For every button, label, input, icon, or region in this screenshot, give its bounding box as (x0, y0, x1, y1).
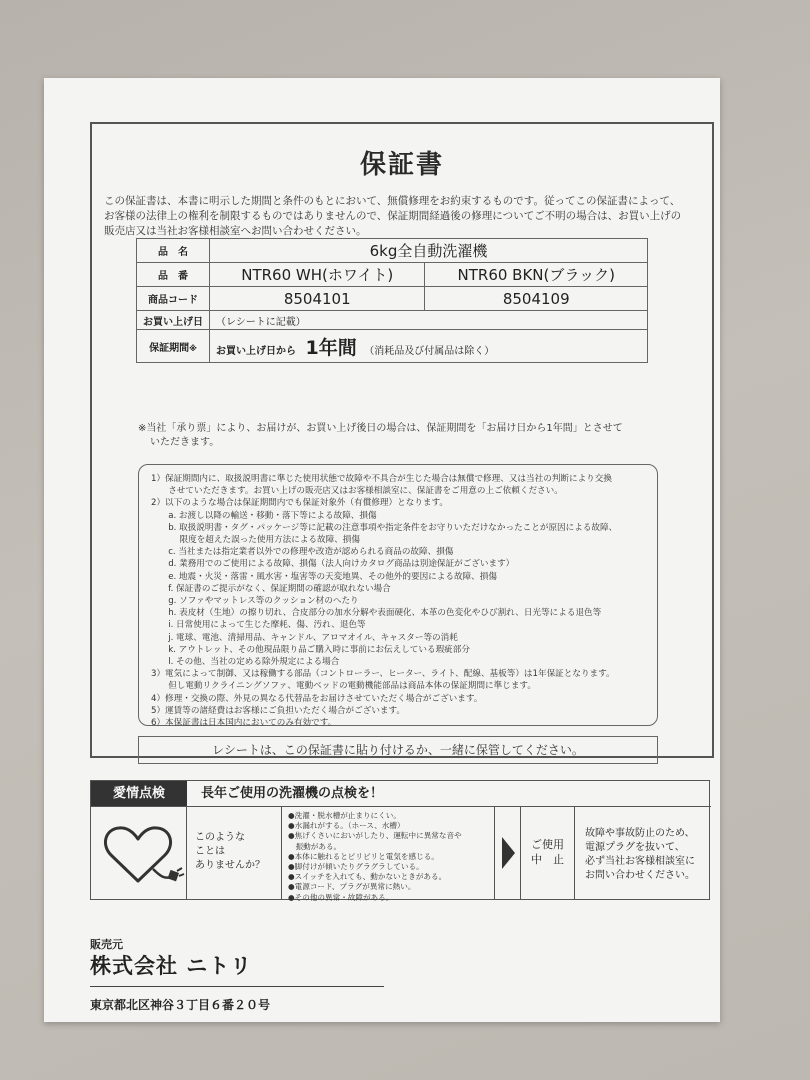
terms-line: 1）保証期間内に、取扱説明書に準じた使用状態で故障や不具合が生じた場合は無償で修理、又は当社の判断により交換 (151, 474, 612, 484)
company-address: 東京都北区神谷３丁目６番２０号 (90, 998, 271, 1012)
period-label: 保証期間 (149, 342, 190, 354)
model-label: 品 番 (137, 263, 210, 287)
terms-line: i. 日常使用によって生じた摩耗、傷、汚れ、退色等 (151, 620, 366, 631)
period-label-cell (137, 330, 210, 363)
terms-line: h. 表皮材（生地）の擦り切れ、合皮部分の加水分解や表面硬化、本革の色変化やひび割れ、日光等による退色等 (151, 608, 602, 619)
terms-line: 但し電動リクライニングソファ、電動ベッドの電動機能部品は商品本体の保証期間に準じます。 (151, 681, 536, 692)
question-line: このような (195, 832, 245, 843)
seller-label: 販売元 (90, 938, 123, 951)
note-line: ※当社「承り票」により、お届けが、お買い上げ後日の場合は、保証期間を「お届け日から1年間」とさせて (138, 423, 623, 434)
terms-line: 4）修理・交換の際、外見の異なる代替品をお届けさせていただく場合がございます。 (151, 693, 483, 704)
inspection-title: 長年ご使用の洗濯機の点検を！ (201, 786, 384, 801)
advice-line: 電源プラグを抜いて、 (585, 842, 685, 853)
product-name: 6kg全自動洗濯機 (210, 239, 648, 263)
terms-line: d. 業務用でのご使用による故障、損傷（法人向けカタログ商品は別途保証がございます） (151, 559, 515, 570)
terms-line: k. アウトレット、その他現品限り品ご購入時に事前にお伝えしている瑕疵部分 (151, 644, 470, 655)
spec-table (136, 238, 648, 363)
receipt-note: レシートは、この保証書に貼り付けるか、一緒に保管してください。 (138, 736, 658, 764)
purchase-date-value: （レシートに記載） (210, 311, 648, 330)
question-line: ありませんか？ (195, 860, 265, 871)
terms-line: させていただきます。お買い上げの販売店又はお客様相談室に、保証書をご用意の上ご依頼ください。 (151, 486, 563, 497)
warranty-frame (90, 122, 714, 758)
question-line: ことは (195, 846, 225, 857)
period-value-cell (210, 330, 648, 363)
code-white: 8504101 (210, 287, 425, 311)
symptom-item: ●脚付けが傾いたりグラグラしている。 (288, 862, 424, 872)
purchase-date-label: お買い上げ日 (137, 311, 210, 330)
terms-line: j. 電球、電池、清掃用品、キャンドル、アロマオイル、キャスター等の消耗 (151, 632, 458, 643)
advice-line: お問い合わせください。 (585, 870, 695, 881)
code-black: 8504109 (425, 287, 648, 311)
page-title: 保証書 (359, 150, 444, 180)
period-mark: ※ (189, 343, 197, 353)
divider (90, 986, 384, 987)
code-label: 商品コード (137, 287, 210, 311)
symptom-list (281, 807, 495, 902)
advice-line: 必ず当社お客様相談室に (585, 856, 695, 867)
note-line: いただきます。 (150, 437, 220, 448)
warranty-sheet (44, 78, 720, 1022)
model-black: NTR60 BKN(ブラック) (425, 263, 648, 287)
intro-line: お客様の法律上の権利を制限するものではありませんので、保証期間経過後の修理についてご不明の場合は、お買い上げの (104, 210, 682, 222)
inspection-box (90, 780, 710, 900)
inspection-advice (585, 827, 705, 883)
product-label: 品 名 (137, 239, 210, 263)
symptom-item: ●その他の異常・故障がある。 (288, 892, 394, 902)
terms-line: f. 保証書のご提示がなく、保証期間の確認が取れない場合 (151, 583, 391, 594)
inspection-header (91, 781, 711, 807)
terms-line: b. 取扱説明書・タグ・パッケージ等に記載の注意事項や指定条件をお守りいただけなかったことが原因による故障、 (151, 522, 618, 533)
model-white: NTR60 WH(ホワイト) (210, 263, 425, 287)
symptom-item: 振動がある。 (288, 841, 342, 851)
symptom-item: ●水漏れがする。（ホース、水槽） (288, 821, 405, 831)
inspection-label: 愛情点検 (91, 781, 187, 806)
terms-box (138, 464, 658, 729)
terms-line: g. ソファやマットレス等のクッション材のへたり (151, 596, 359, 607)
stop-use-notice (521, 807, 575, 899)
symptom-item: ●焦げくさいにおいがしたり、運転中に異常な音や (288, 831, 462, 841)
symptom-item: ●洗濯・脱水槽が止まりにくい。 (288, 811, 401, 820)
period-from: お買い上げ日から (216, 345, 296, 357)
stop-line: ご使用 (531, 838, 564, 851)
symptom-item: ●電源コード、プラグが異常に熱い。 (288, 882, 416, 892)
intro-line: 販売店又は当社お客様相談室へお問い合わせください。 (104, 225, 367, 237)
terms-line: 2）以下のような場合は保証期間内でも保証対象外（有償修理）となります。 (151, 498, 448, 509)
terms-line: l. その他、当社の定める除外規定による場合 (151, 657, 340, 668)
terms-line: 3）電気によって制御、又は稼働する部品（コントローラー、ヒーター、ライト、配線、基板等）は1年保証となります。 (151, 669, 615, 680)
terms-line: c. 当社または指定業者以外での修理や改造が認められる商品の故障、損傷 (151, 547, 454, 558)
symptom-item: ●スイッチを入れても、動かないときがある。 (288, 872, 447, 882)
delivery-note (138, 422, 658, 450)
terms-line: a. お渡し以降の輸送・移動・落下等による故障、損傷 (151, 510, 377, 521)
period-note: （消耗品及び付属品は除く） (364, 345, 495, 357)
arrow-right-icon (495, 807, 521, 899)
terms-line: 6）本保証書は日本国内においてのみ有効です。 (151, 718, 337, 729)
intro-line: この保証書は、本書に明示した期間と条件のもとにおいて、無償修理をお約束するものです。従ってこの保証書によって、 (104, 195, 681, 207)
advice-line: 故障や事故防止のため、 (585, 828, 695, 839)
terms-line: 限度を超えた誤った使用方法による故障、損傷 (151, 535, 360, 546)
symptom-item: ●本体に触れるとビリビリと電気を感じる。 (288, 851, 439, 861)
stop-line: 中 止 (531, 853, 564, 866)
inspection-question (195, 831, 275, 873)
terms-line: e. 地震・火災・落雷・風水害・塩害等の天変地異、その他外的要因による故障、損傷 (151, 571, 497, 582)
company-name: 株式会社 ニトリ (90, 954, 253, 978)
intro-text (104, 194, 700, 239)
period-value: 1年間 (305, 336, 357, 359)
heart-plug-icon (91, 807, 187, 899)
terms-line: 5）運賃等の諸経費はお客様にご負担いただく場合がございます。 (151, 705, 405, 716)
